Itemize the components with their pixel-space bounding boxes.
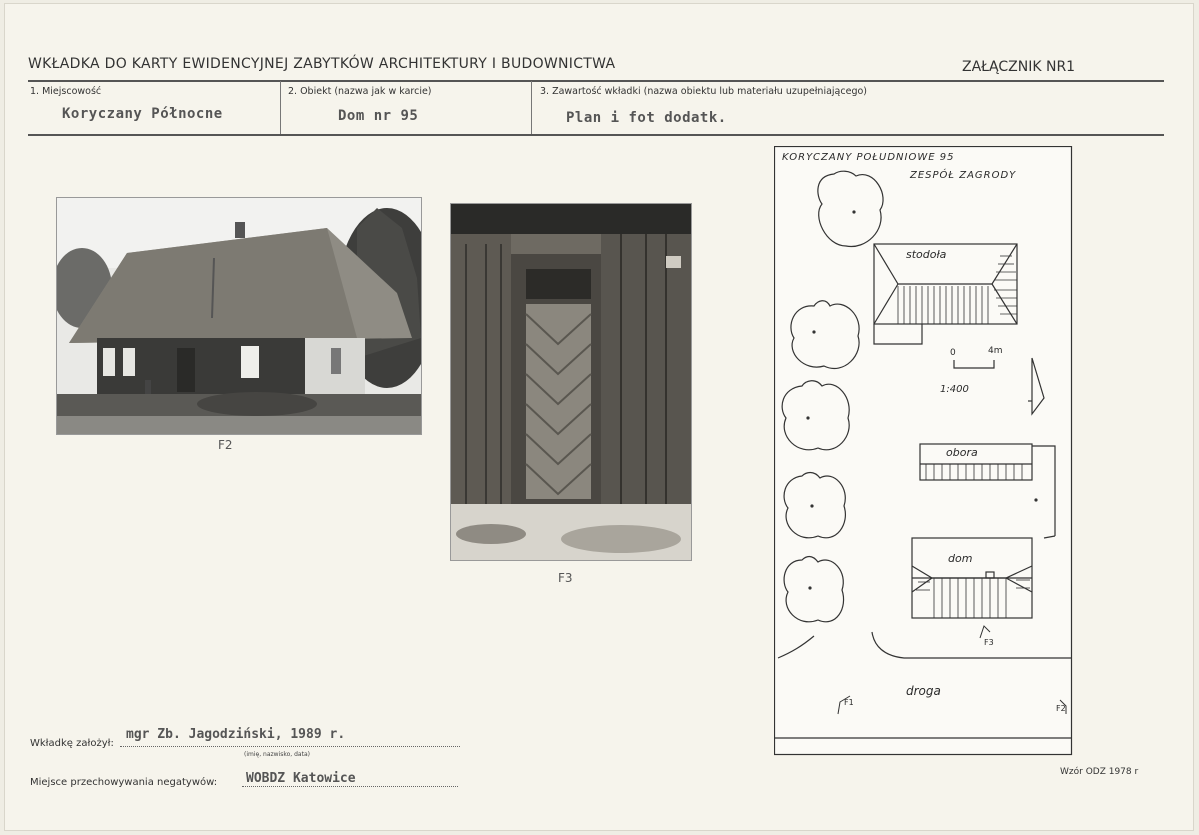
road-label: droga <box>906 684 941 698</box>
barn-label: stodoła <box>906 248 947 261</box>
locality-value: Koryczany Północne <box>62 106 223 122</box>
author-label: Wkładkę założył: <box>30 738 114 749</box>
content-label: 3. Zawartość wkładki (nazwa obiektu lub materiału uzupełniającego) <box>540 86 867 97</box>
content-value: Plan i fot dodatk. <box>566 110 727 126</box>
plan-title: KORYCZANY POŁUDNIOWE 95 <box>782 152 955 163</box>
site-plan-drawing <box>774 146 1073 756</box>
header-rule-top <box>28 80 1164 82</box>
wooden-door-image <box>451 204 691 560</box>
scale-zero: 0 <box>950 348 956 358</box>
photo-thatched-house <box>56 197 422 435</box>
storage-value: WOBDZ Katowice <box>246 771 356 786</box>
storage-dotted-line <box>242 786 458 787</box>
form-id: Wzór ODZ 1978 r <box>1060 767 1139 777</box>
header-rule-bottom <box>28 134 1164 136</box>
field-divider-2 <box>531 81 532 134</box>
view-f1-label: F1 <box>844 698 854 707</box>
locality-label: 1. Miejscowość <box>30 86 102 97</box>
author-value: mgr Zb. Jagodziński, 1989 r. <box>126 727 346 742</box>
scale-length: 4m <box>988 346 1003 356</box>
view-f3-label: F3 <box>984 638 994 647</box>
object-value: Dom nr 95 <box>338 108 419 124</box>
author-hint: (imię, nazwisko, data) <box>244 751 310 758</box>
photo-wooden-door <box>450 203 692 561</box>
author-dotted-line <box>120 746 460 747</box>
scale-ratio: 1:400 <box>940 384 969 395</box>
photo2-caption: F3 <box>558 571 573 585</box>
house-label: dom <box>948 552 973 565</box>
view-f2-label: F2 <box>1056 704 1066 713</box>
thatched-house-image <box>57 198 421 434</box>
object-label: 2. Obiekt (nazwa jak w karcie) <box>288 86 432 97</box>
photo1-caption: F2 <box>218 438 233 452</box>
storage-label: Miejsce przechowywania negatywów: <box>30 777 218 788</box>
site-plan <box>774 146 1073 756</box>
form-title: WKŁADKA DO KARTY EWIDENCYJNEJ ZABYTKÓW ARCHITEKTURY I BUDOWNICTWA <box>28 56 616 72</box>
plan-subtitle: ZESPÓŁ ZAGRODY <box>910 170 1017 181</box>
cowshed-label: obora <box>946 446 978 459</box>
annex-number: ZAŁĄCZNIK NR1 <box>962 59 1076 75</box>
field-divider-1 <box>280 81 281 134</box>
